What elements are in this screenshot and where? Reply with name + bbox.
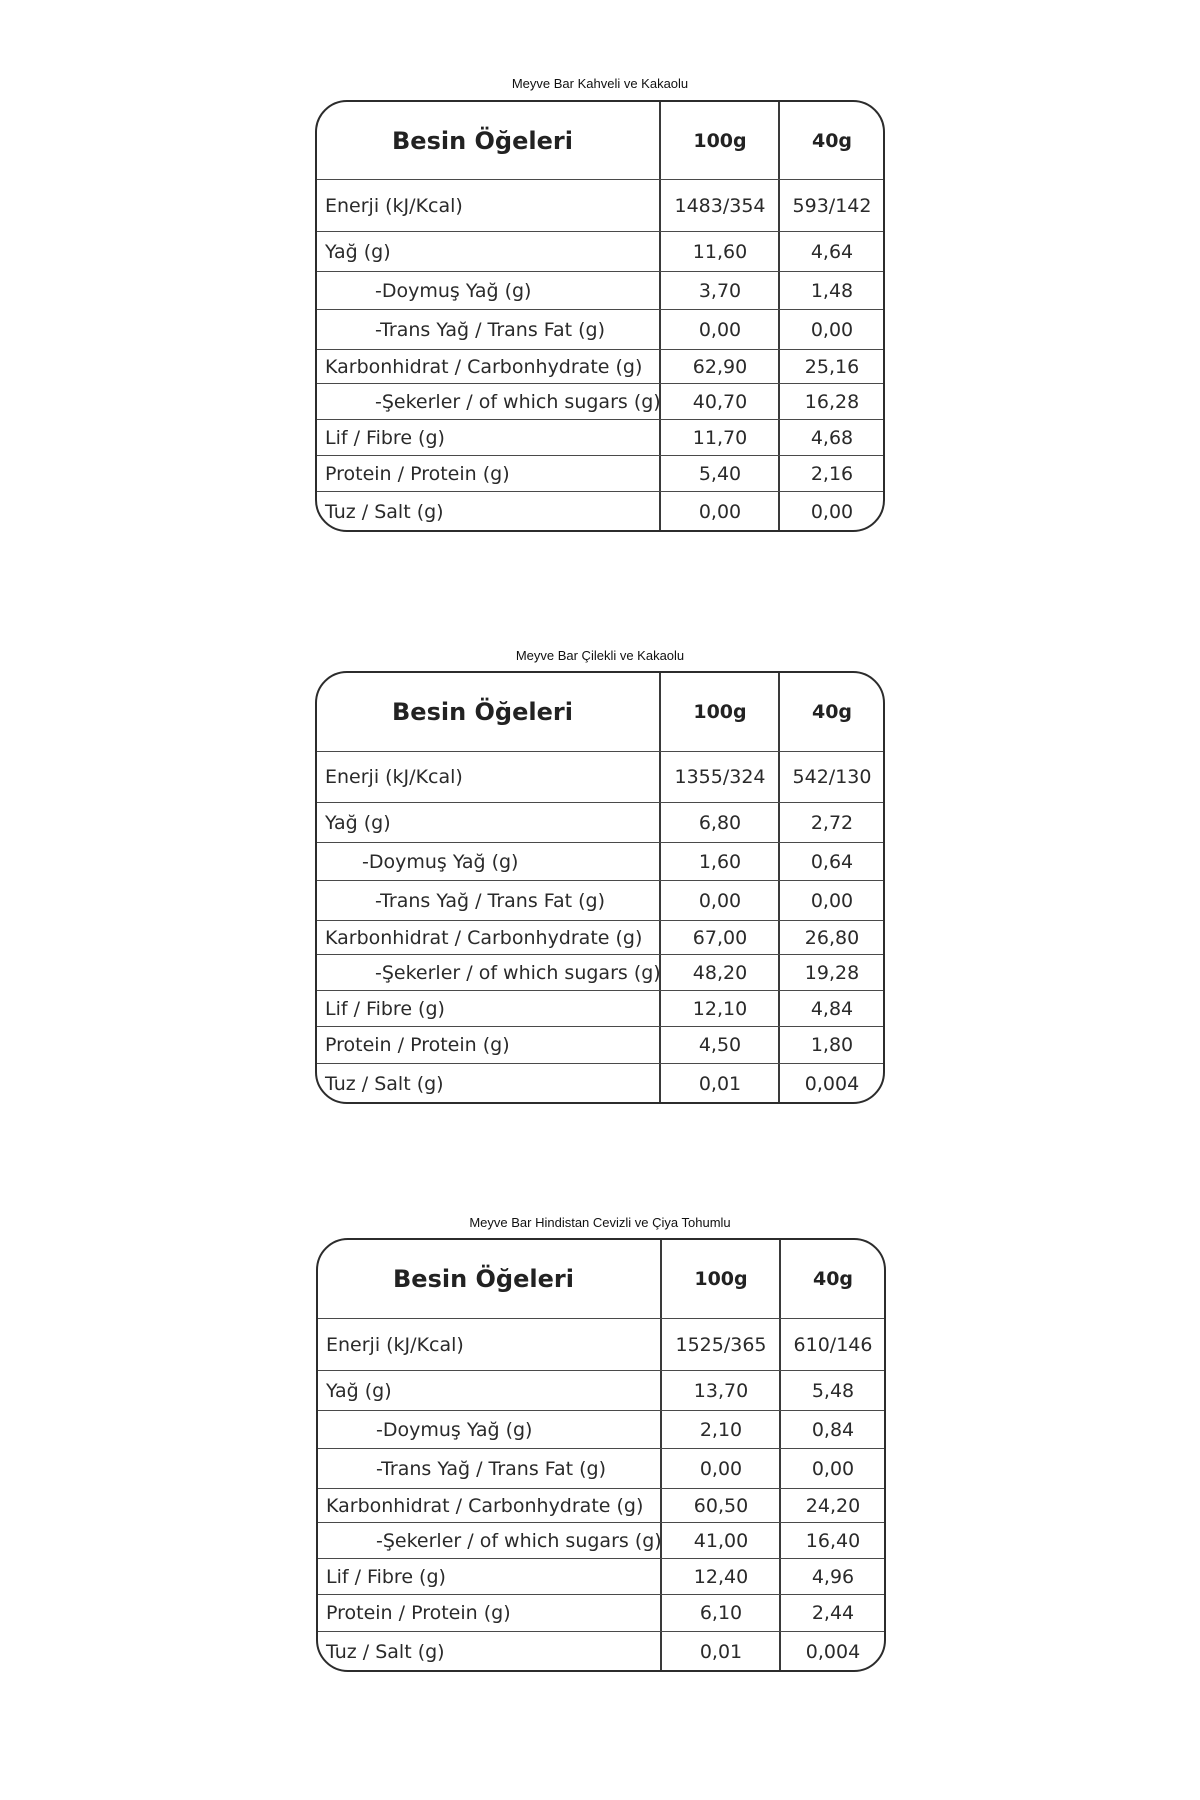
table-row [317, 232, 883, 272]
table-row [317, 1027, 883, 1064]
nutrition-table [315, 671, 885, 1104]
value-100g: 1483/354 [674, 194, 766, 217]
row-label: -Doymuş Yağ (g) [375, 279, 532, 302]
table-row [318, 1632, 884, 1672]
table-row [317, 350, 883, 384]
table-header-row [317, 102, 883, 180]
value-40g: 0,004 [804, 1073, 860, 1095]
value-40g: 16,28 [804, 390, 860, 413]
value-40g: 2,16 [810, 462, 854, 485]
table-row [318, 1595, 884, 1632]
row-label: Karbonhidrat / Carbonhydrate (g) [325, 355, 643, 378]
value-100g: 5,40 [698, 462, 742, 485]
value-40g: 1,80 [810, 1034, 854, 1056]
header-col-40g: 40g [811, 129, 853, 152]
value-100g: 48,20 [692, 961, 748, 984]
header-col-40g: 40g [812, 1268, 854, 1290]
row-label: -Trans Yağ / Trans Fat (g) [376, 1457, 606, 1480]
row-label: Lif / Fibre (g) [325, 997, 445, 1020]
table-row [317, 180, 883, 232]
value-100g: 0,00 [698, 318, 742, 341]
value-40g: 542/130 [792, 766, 872, 788]
value-40g: 16,40 [805, 1529, 861, 1552]
value-40g: 26,80 [804, 926, 860, 949]
table-row [318, 1489, 884, 1523]
value-100g: 60,50 [693, 1494, 749, 1517]
row-label: Enerji (kJ/Kcal) [326, 1333, 464, 1356]
row-label: Protein / Protein (g) [325, 1034, 510, 1056]
value-100g: 11,60 [692, 240, 748, 263]
header-label: Besin Öğeleri [392, 126, 573, 155]
table-header-row [318, 1240, 884, 1319]
value-100g: 67,00 [692, 926, 748, 949]
row-label: Tuz / Salt (g) [325, 1073, 444, 1095]
value-100g: 1355/324 [674, 766, 766, 788]
table-row [317, 492, 883, 532]
row-label: -Şekerler / of which sugars (g) [375, 390, 661, 413]
value-40g: 2,72 [810, 811, 854, 834]
table-row [317, 310, 883, 350]
value-100g: 3,70 [698, 279, 742, 302]
table-row [317, 843, 883, 881]
row-label: Lif / Fibre (g) [325, 426, 445, 449]
value-40g: 4,96 [811, 1565, 855, 1588]
value-100g: 6,10 [699, 1602, 743, 1624]
row-label: -Şekerler / of which sugars (g) [376, 1529, 662, 1552]
table-row [318, 1559, 884, 1595]
row-label: -Doymuş Yağ (g) [376, 1418, 533, 1441]
row-label: Tuz / Salt (g) [325, 501, 444, 523]
row-label: Protein / Protein (g) [326, 1602, 511, 1624]
table-row [317, 1064, 883, 1104]
table-caption: Meyve Bar Kahveli ve Kakaolu [511, 76, 689, 91]
row-label: Lif / Fibre (g) [326, 1565, 446, 1588]
value-40g: 610/146 [793, 1333, 873, 1356]
value-40g: 1,48 [810, 279, 854, 302]
row-label: Karbonhidrat / Carbonhydrate (g) [326, 1494, 644, 1517]
value-100g: 12,10 [692, 997, 748, 1020]
value-40g: 2,44 [811, 1602, 855, 1624]
row-label: Yağ (g) [325, 811, 391, 834]
value-40g: 0,00 [811, 1457, 855, 1480]
value-100g: 0,00 [698, 501, 742, 523]
table-row [317, 384, 883, 420]
header-label: Besin Öğeleri [393, 1265, 574, 1293]
row-label: Yağ (g) [326, 1379, 392, 1402]
value-100g: 62,90 [692, 355, 748, 378]
header-label: Besin Öğeleri [392, 698, 573, 726]
value-100g: 2,10 [699, 1418, 743, 1441]
row-label: Tuz / Salt (g) [326, 1641, 445, 1663]
value-40g: 4,64 [810, 240, 854, 263]
row-label: Enerji (kJ/Kcal) [325, 766, 463, 788]
value-40g: 25,16 [804, 355, 860, 378]
value-40g: 24,20 [805, 1494, 861, 1517]
row-label: Enerji (kJ/Kcal) [325, 194, 463, 217]
value-40g: 0,00 [810, 318, 854, 341]
nutrition-table [316, 1238, 886, 1672]
value-40g: 593/142 [792, 194, 872, 217]
header-col-40g: 40g [811, 701, 853, 723]
table-caption: Meyve Bar Çilekli ve Kakaolu [515, 648, 685, 663]
value-100g: 13,70 [693, 1379, 749, 1402]
value-40g: 0,64 [810, 850, 854, 873]
table-row [317, 991, 883, 1027]
table-header-row [317, 673, 883, 752]
table-row [318, 1449, 884, 1489]
header-col-100g: 100g [693, 701, 747, 723]
value-40g: 5,48 [811, 1379, 855, 1402]
value-100g: 1525/365 [675, 1333, 767, 1356]
value-100g: 40,70 [692, 390, 748, 413]
table-row [317, 420, 883, 456]
table-row [317, 803, 883, 843]
value-40g: 0,004 [805, 1641, 861, 1663]
table-row [317, 272, 883, 310]
value-40g: 0,84 [811, 1418, 855, 1441]
row-label: -Trans Yağ / Trans Fat (g) [375, 318, 605, 341]
value-100g: 12,40 [693, 1565, 749, 1588]
value-100g: 6,80 [698, 811, 742, 834]
table-row [317, 881, 883, 921]
table-row [317, 955, 883, 991]
row-label: -Doymuş Yağ (g) [362, 850, 519, 873]
table-row [318, 1411, 884, 1449]
value-40g: 4,68 [810, 426, 854, 449]
value-40g: 0,00 [810, 889, 854, 912]
table-row [317, 752, 883, 803]
table-caption: Meyve Bar Hindistan Cevizli ve Çiya Tohumlu [469, 1215, 731, 1230]
row-label: Karbonhidrat / Carbonhydrate (g) [325, 926, 643, 949]
nutrition-table [315, 100, 885, 532]
header-col-100g: 100g [693, 129, 747, 152]
value-100g: 1,60 [698, 850, 742, 873]
header-col-100g: 100g [694, 1268, 748, 1290]
table-row [318, 1319, 884, 1371]
value-100g: 0,00 [698, 889, 742, 912]
table-row [318, 1523, 884, 1559]
value-100g: 11,70 [692, 426, 748, 449]
value-100g: 41,00 [693, 1529, 749, 1552]
value-100g: 0,00 [699, 1457, 743, 1480]
value-100g: 0,01 [698, 1073, 742, 1095]
value-40g: 0,00 [810, 501, 854, 523]
table-row [317, 456, 883, 492]
row-label: Yağ (g) [325, 240, 391, 263]
value-40g: 4,84 [810, 997, 854, 1020]
value-100g: 0,01 [699, 1641, 743, 1663]
table-row [317, 921, 883, 955]
value-100g: 4,50 [698, 1034, 742, 1056]
row-label: Protein / Protein (g) [325, 462, 510, 485]
row-label: -Şekerler / of which sugars (g) [375, 961, 661, 984]
value-40g: 19,28 [804, 961, 860, 984]
table-row [318, 1371, 884, 1411]
row-label: -Trans Yağ / Trans Fat (g) [375, 889, 605, 912]
